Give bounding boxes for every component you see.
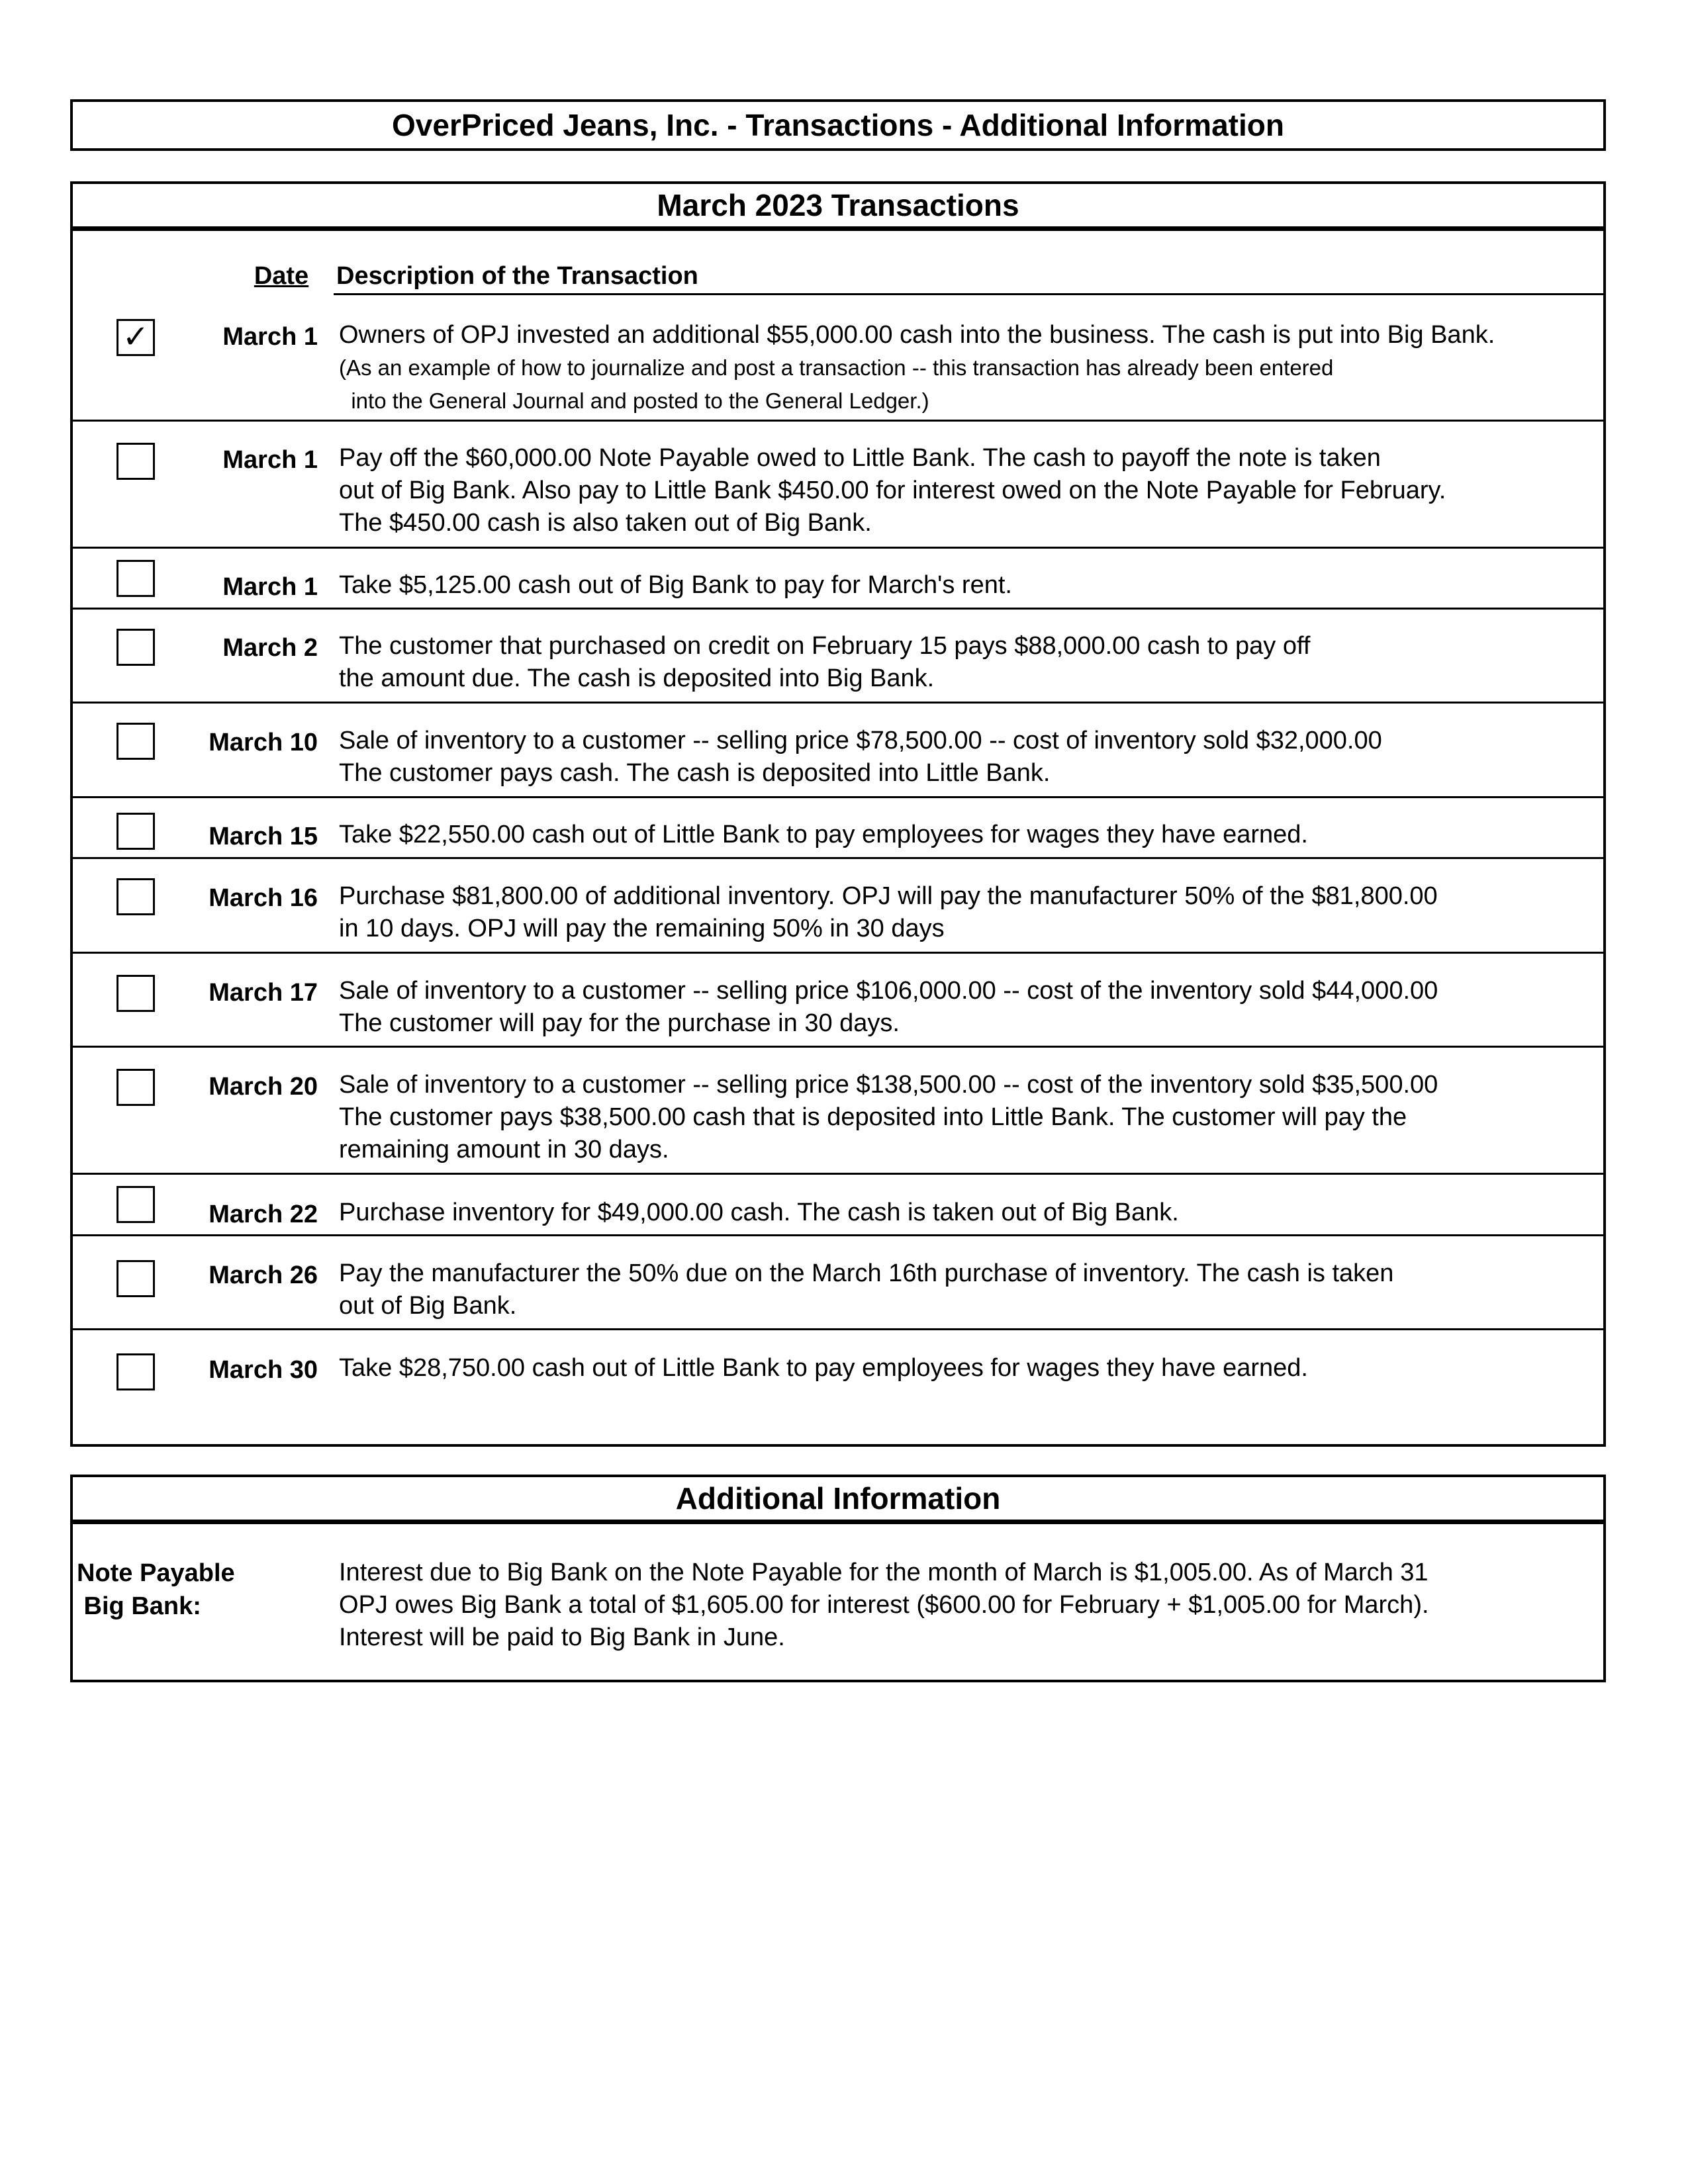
description-line: out of Big Bank.: [339, 1292, 517, 1320]
description-line: Take $5,125.00 cash out of Big Bank to pay for March's rent.: [339, 571, 1012, 599]
transaction-date: March 1: [222, 573, 318, 601]
transaction-date: March 16: [209, 884, 318, 912]
transaction-date: March 17: [209, 979, 318, 1007]
date-column-header: Date: [254, 262, 309, 290]
transaction-description: [339, 630, 1590, 695]
description-column-header: Description of the Transaction: [336, 262, 698, 290]
example-note-line: (As an example of how to journalize and post a transaction -- this transaction has already been entered: [339, 355, 1334, 380]
row-divider: [73, 420, 1603, 422]
transaction-checkbox[interactable]: [117, 878, 155, 915]
transaction-checkbox[interactable]: [117, 1353, 155, 1390]
additional-info-line: Interest will be paid to Big Bank in June.: [339, 1623, 785, 1651]
description-line: the amount due. The cash is deposited into Big Bank.: [339, 664, 935, 692]
transaction-description: [339, 880, 1590, 945]
transaction-description: [339, 819, 1590, 851]
row-divider: [73, 608, 1603, 610]
additional-info-text: [339, 1557, 1429, 1654]
transaction-description: [339, 569, 1590, 602]
transaction-description: [339, 442, 1590, 539]
note-payable-label: [77, 1557, 235, 1623]
additional-info-line: OPJ owes Big Bank a total of $1,605.00 for interest ($600.00 for February + $1,005.00 for March).: [339, 1591, 1429, 1619]
row-divider: [73, 1328, 1603, 1330]
transaction-checkbox[interactable]: [117, 629, 155, 666]
transaction-description: [339, 725, 1590, 790]
transaction-description: [339, 319, 1590, 418]
transaction-date: March 26: [209, 1261, 318, 1289]
description-line: Take $28,750.00 cash out of Little Bank to pay employees for wages they have earned.: [339, 1354, 1308, 1382]
header-underline: [334, 293, 1603, 295]
row-divider: [73, 796, 1603, 798]
row-divider: [73, 702, 1603, 704]
transaction-date: March 2: [222, 634, 318, 662]
row-divider: [73, 952, 1603, 954]
completed-checkbox[interactable]: ✓: [117, 319, 155, 356]
transaction-date: March 20: [209, 1073, 318, 1101]
description-line: Sale of inventory to a customer -- selling price $138,500.00 -- cost of the inventory sold $35,500.00: [339, 1071, 1438, 1099]
transaction-description: [339, 975, 1590, 1040]
note-payable-label-line: Big Bank:: [77, 1592, 201, 1620]
transaction-checkbox[interactable]: [117, 1186, 155, 1223]
description-line: The $450.00 cash is also taken out of Big Bank.: [339, 509, 872, 537]
additional-info-section: [70, 1475, 1606, 1682]
transaction-checkbox[interactable]: [117, 813, 155, 850]
page-title: OverPriced Jeans, Inc. - Transactions - Additional Information: [70, 99, 1606, 151]
row-divider: [73, 857, 1603, 859]
row-divider: [73, 547, 1603, 549]
transaction-description: [339, 1352, 1590, 1385]
additional-info-title: Additional Information: [73, 1477, 1603, 1524]
transaction-checkbox[interactable]: [117, 443, 155, 480]
transaction-checkbox[interactable]: [117, 723, 155, 760]
description-line: The customer pays cash. The cash is deposited into Little Bank.: [339, 759, 1051, 787]
row-divider: [73, 1046, 1603, 1048]
transaction-checkbox[interactable]: [117, 975, 155, 1012]
description-line: Sale of inventory to a customer -- selling price $106,000.00 -- cost of the inventory sold $44,000.00: [339, 977, 1438, 1005]
description-line: Owners of OPJ invested an additional $55,000.00 cash into the business. The cash is put into Big Bank.: [339, 321, 1495, 349]
row-divider: [73, 1173, 1603, 1175]
example-note-line: into the General Journal and posted to the General Ledger.): [339, 388, 929, 413]
description-line: Purchase $81,800.00 of additional inventory. OPJ will pay the manufacturer 50% of the $81,800.00: [339, 882, 1438, 910]
description-line: out of Big Bank. Also pay to Little Bank $450.00 for interest owed on the Note Payable for February.: [339, 477, 1446, 504]
description-line: Take $22,550.00 cash out of Little Bank to pay employees for wages they have earned.: [339, 821, 1308, 848]
description-line: The customer will pay for the purchase in 30 days.: [339, 1009, 900, 1037]
transaction-description: [339, 1197, 1590, 1229]
note-payable-label-line: Note Payable: [77, 1559, 235, 1587]
description-line: remaining amount in 30 days.: [339, 1136, 669, 1163]
transaction-checkbox[interactable]: [117, 560, 155, 597]
description-line: Pay the manufacturer the 50% due on the March 16th purchase of inventory. The cash is taken: [339, 1259, 1394, 1287]
transaction-date: March 1: [222, 446, 318, 474]
description-line: Pay off the $60,000.00 Note Payable owed to Little Bank. The cash to payoff the note is taken: [339, 444, 1381, 472]
transactions-section: [70, 181, 1606, 1447]
transactions-section-title: March 2023 Transactions: [73, 184, 1603, 231]
additional-info-line: Interest due to Big Bank on the Note Payable for the month of March is $1,005.00. As of March 31: [339, 1559, 1429, 1586]
transaction-date: March 1: [222, 323, 318, 351]
row-divider: [73, 1234, 1603, 1236]
description-line: The customer that purchased on credit on February 15 pays $88,000.00 cash to pay off: [339, 632, 1311, 660]
transaction-date: March 22: [209, 1201, 318, 1228]
description-line: Sale of inventory to a customer -- selling price $78,500.00 -- cost of inventory sold $32,000.00: [339, 727, 1382, 754]
transaction-date: March 15: [209, 823, 318, 850]
transaction-date: March 10: [209, 729, 318, 756]
transaction-checkbox[interactable]: [117, 1260, 155, 1297]
description-line: The customer pays $38,500.00 cash that is deposited into Little Bank. The customer will pay the: [339, 1103, 1407, 1131]
description-line: Purchase inventory for $49,000.00 cash. The cash is taken out of Big Bank.: [339, 1199, 1179, 1226]
transaction-checkbox[interactable]: [117, 1069, 155, 1106]
transaction-date: March 30: [209, 1356, 318, 1384]
description-line: in 10 days. OPJ will pay the remaining 50% in 30 days: [339, 915, 945, 942]
transaction-description: [339, 1069, 1590, 1166]
transaction-description: [339, 1257, 1590, 1322]
